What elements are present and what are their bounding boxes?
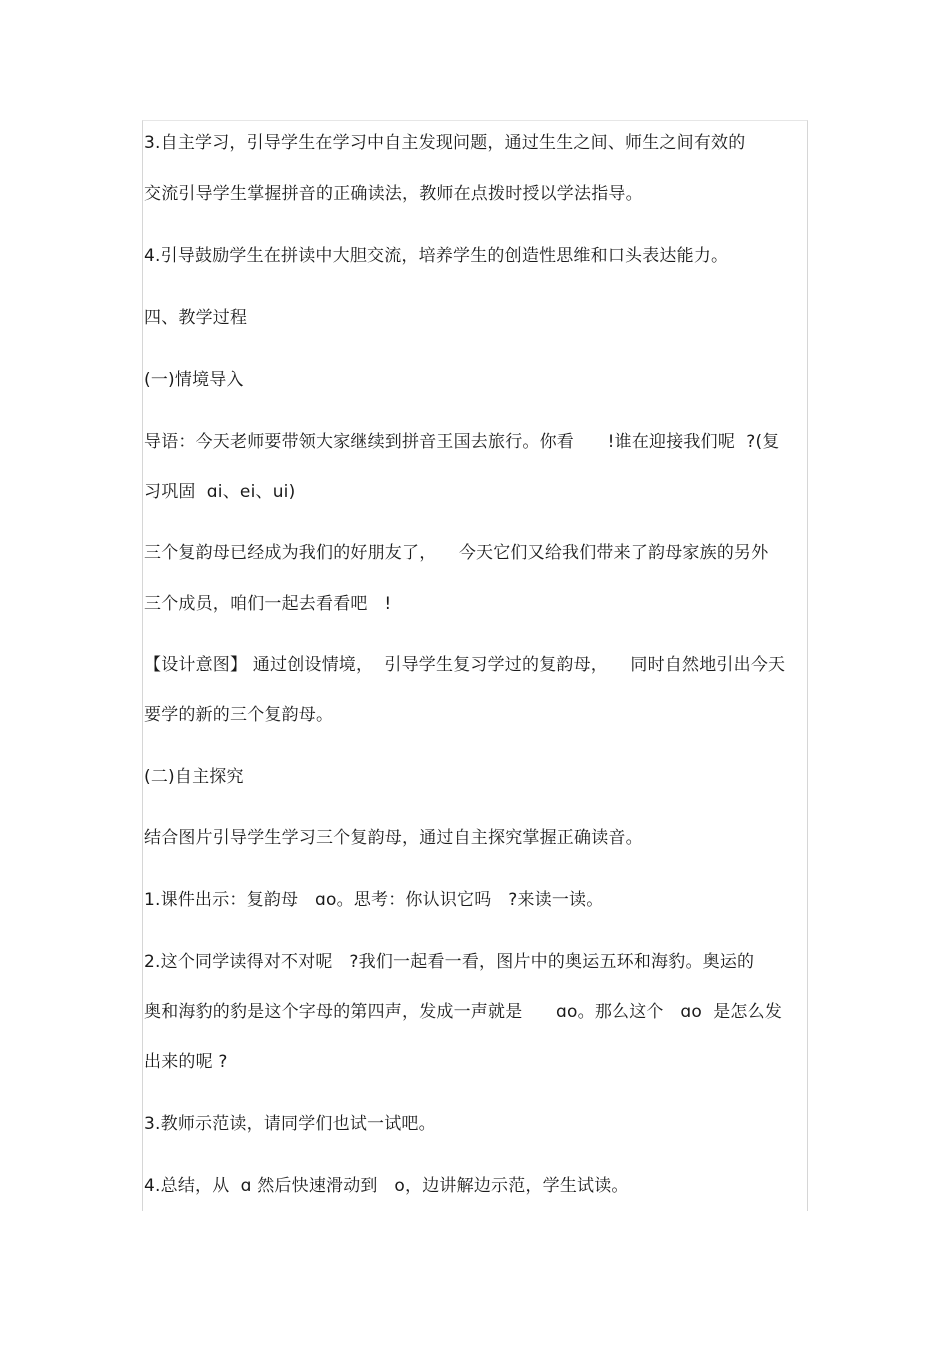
section-heading: 四、教学过程: [144, 308, 248, 328]
text-line: 4.总结，从 ɑ 然后快速滑动到 o，边讲解边示范，学生试读。: [144, 1176, 629, 1196]
text-line: 出来的呢 ?: [144, 1052, 228, 1072]
text-line: 三个成员，咱们一起去看看吧 !: [144, 594, 392, 614]
text-line: 2.这个同学读得对不对呢 ?我们一起看一看，图片中的奥运五环和海豹。奥运的: [144, 952, 755, 972]
text-line: 三个复韵母已经成为我们的好朋友了， 今天它们又给我们带来了韵母家族的另外: [144, 543, 769, 563]
subsection-heading: (二)自主探究: [144, 767, 244, 787]
text-line: 交流引导学生掌握拼音的正确读法，教师在点拨时授以学法指导。: [144, 184, 643, 204]
subsection-heading: (一)情境导入: [144, 370, 244, 390]
text-line: 习巩固 ɑi、ei、ui): [144, 482, 296, 502]
text-line: 3.自主学习，引导学生在学习中自主发现问题，通过生生之间、师生之间有效的: [144, 133, 746, 153]
text-line: 要学的新的三个复韵母。: [144, 705, 334, 725]
text-line: 1.课件出示：复韵母 ɑo。思考：你认识它吗 ?来读一读。: [144, 890, 604, 910]
text-line: 奥和海豹的豹是这个字母的第四声，发成一声就是 ɑo。那么这个 ɑo 是怎么发: [144, 1002, 783, 1022]
text-line: 【设计意图】 通过创设情境， 引导学生复习学过的复韵母， 同时自然地引出今天: [144, 655, 786, 675]
text-line: 结合图片引导学生学习三个复韵母，通过自主探究掌握正确读音。: [144, 828, 643, 848]
text-line: 4.引导鼓励学生在拼读中大胆交流，培养学生的创造性思维和口头表达能力。: [144, 246, 729, 266]
text-line: 导语：今天老师要带领大家继续到拼音王国去旅行。你看 !谁在迎接我们呢 ?(复: [144, 432, 780, 452]
text-line: 3.教师示范读，请同学们也试一试吧。: [144, 1114, 436, 1134]
